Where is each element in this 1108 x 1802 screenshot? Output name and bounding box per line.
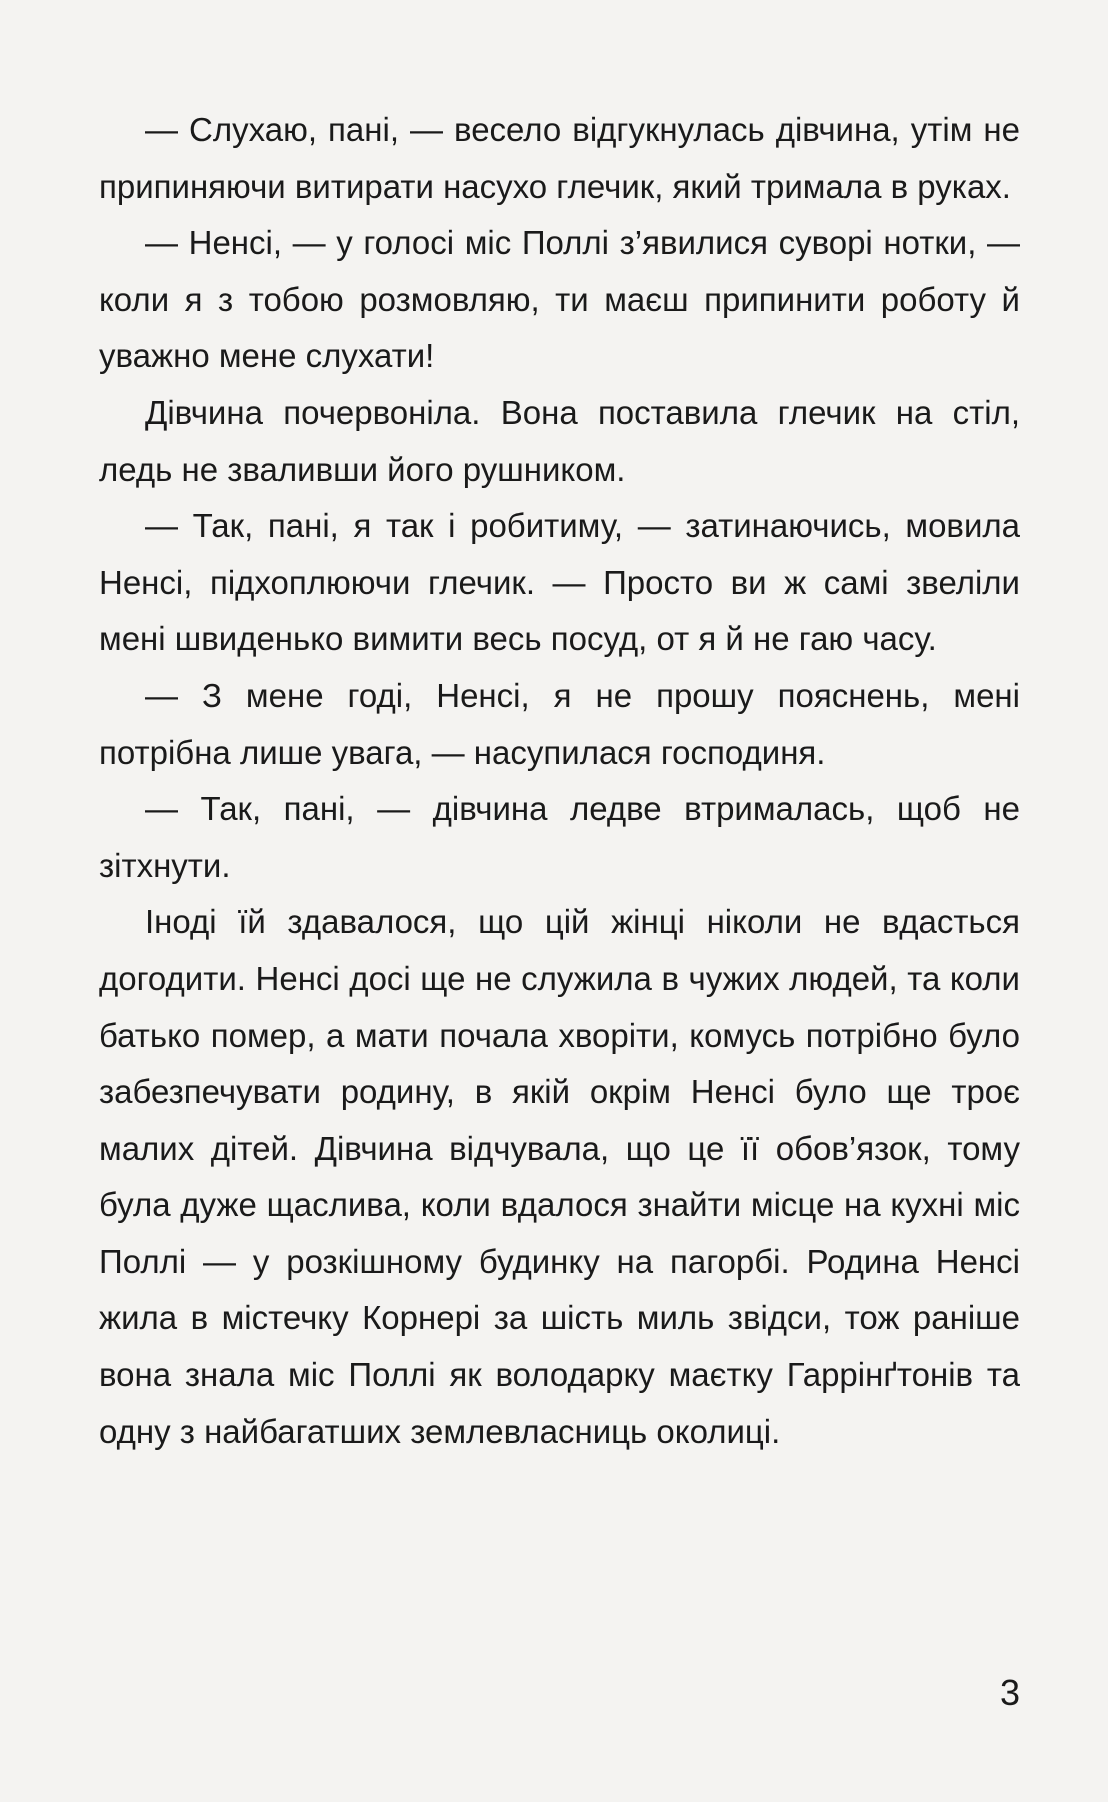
paragraph: — Так, пані, я так і робитиму, — затинаючись, мовила Ненсі, підхоплюючи глечик. — Просто ви ж самі звеліли мені швиденько вимити весь посуд, от я й не гаю часу. [99, 507, 1020, 658]
paragraph: Дівчина почервоніла. Вона поставила глечик на стіл, ледь не зваливши його рушником. [99, 393, 1020, 488]
paragraph: — Ненсі, — у голосі міс Поллі з’явилися суворі нотки, — коли я з тобою розмовляю, ти маєш припинити роботу й уважно мене слухати! [99, 224, 1020, 375]
paragraph: Іноді їй здавалося, що цій жінці ніколи не вдасться догодити. Ненсі досі ще не служила в чужих людей, та коли батько помер, а мати почала хворіти, комусь потрібно було забезпечувати родину, в якій окрім Ненсі було ще троє малих дітей. Дівчина відчувала, що це її обов’язок, тому була дуже щаслива, коли вдалося знайти місце на кухні міс Поллі — у розкішному будинку на пагорбі. Родина Ненсі жила в містечку Корнері за шість миль звідси, тож раніше вона знала міс Поллі як володарку маєтку Гаррінґтонів та одну з найбагатших землевласниць околиці. [99, 903, 1020, 1450]
paragraph: — Так, пані, — дівчина ледве втрималась, щоб не зітхнути. [99, 790, 1020, 884]
page-number: 3 [999, 1672, 1020, 1713]
paragraph: — Слухаю, пані, — весело відгукнулась дівчина, утім не припиняючи витирати насухо глечик, який тримала в руках. [99, 111, 1020, 205]
body-text [99, 102, 1020, 1460]
paragraph: — З мене годі, Ненсі, я не прошу пояснень, мені потрібна лише увага, — насупилася господиня. [99, 676, 1020, 771]
